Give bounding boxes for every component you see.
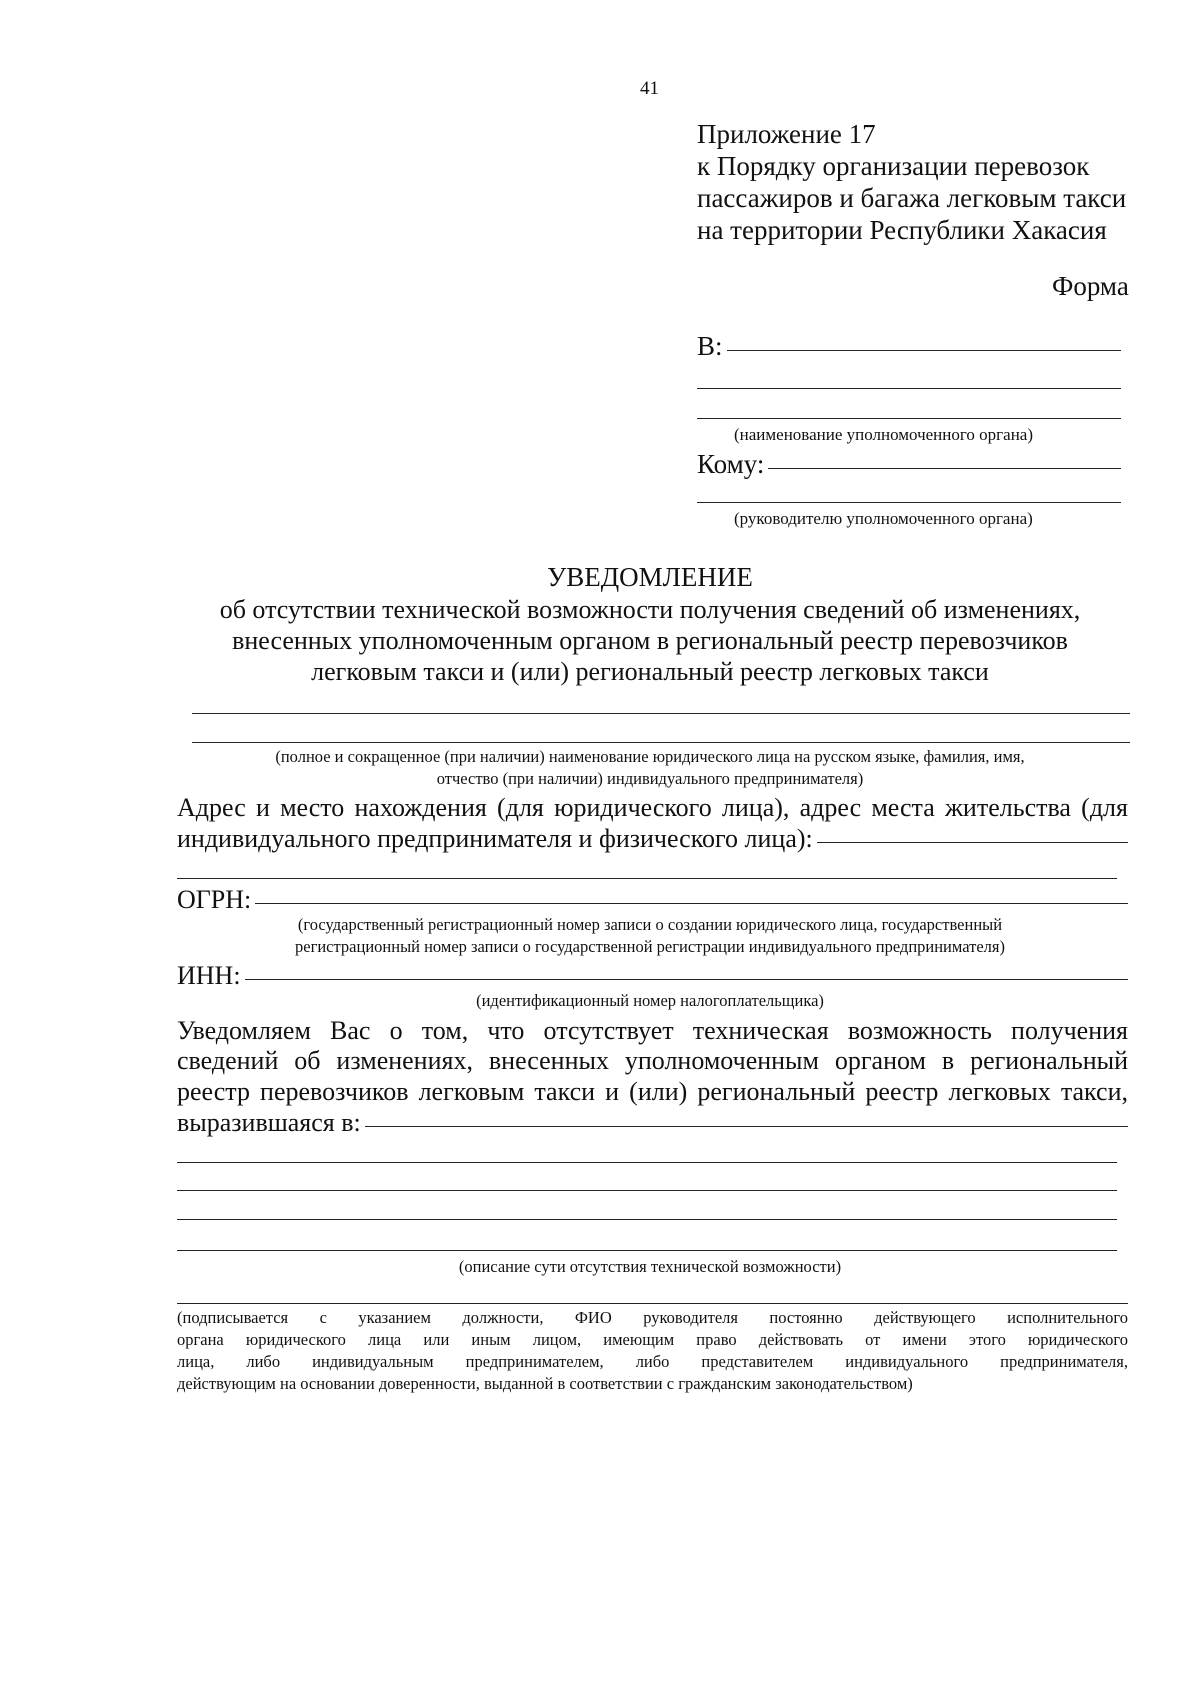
ogrn-caption-line-2: регистрационный номер записи о государственной регистрации индивидуального предпринимателя) — [295, 937, 1005, 956]
notice-field-line-3[interactable] — [177, 1190, 1117, 1191]
ogrn-field[interactable] — [177, 884, 1128, 915]
whom-label: Кому: — [697, 449, 765, 479]
whom-caption: (руководителю уполномоченного органа) — [734, 509, 1033, 528]
notice-line-2: сведений об изменениях, внесенных уполномоченным органом в региональный — [177, 1046, 1128, 1075]
document-heading: УВЕДОМЛЕНИЕ — [547, 562, 753, 592]
address-field-line-2[interactable] — [177, 878, 1117, 879]
address-field[interactable] — [177, 823, 1128, 854]
whom-field-line-2[interactable] — [697, 502, 1121, 503]
applicant-caption-line-2: отчество (при наличии) индивидуального предпринимателя) — [436, 769, 864, 788]
ogrn-label: ОГРН: — [177, 885, 252, 914]
notice-field-line-2[interactable] — [177, 1162, 1117, 1163]
notice-line-3: реестр перевозчиков легковым такси и (или) региональный реестр легковых такси, — [177, 1077, 1128, 1106]
notice-caption: (описание сути отсутствия технической возможности) — [458, 1257, 842, 1276]
signature-line[interactable] — [177, 1303, 1128, 1304]
annex-line-2: к Порядку организации перевозок — [697, 151, 1090, 181]
notice-line-4: выразившаяся в: — [177, 1108, 361, 1137]
signature-caption-line-4: действующим на основании доверенности, выданной в соответствии с гражданским законодательством) — [177, 1374, 913, 1393]
applicant-name-line-1[interactable] — [192, 713, 1130, 714]
signature-caption-line-2: органа юридического лица или иным лицом, имеющим право действовать от имени этого юридического — [177, 1330, 1128, 1349]
to-field[interactable] — [697, 330, 1121, 362]
applicant-caption-line-1: (полное и сокращенное (при наличии) наименование юридического лица на русском языке, фамилия, имя, — [275, 747, 1025, 766]
title-line-1: об отсутствии технической возможности получения сведений об изменениях, — [219, 595, 1081, 624]
signature-caption-line-1: (подписывается с указанием должности, ФИО руководителя постоянно действующего исполнительного — [177, 1308, 1128, 1327]
page-number: 41 — [640, 78, 659, 99]
address-line-1: Адрес и место нахождения (для юридического лица), адрес места жительства (для — [177, 793, 1128, 822]
applicant-name-line-2[interactable] — [192, 742, 1130, 743]
inn-label: ИНН: — [177, 961, 241, 990]
annex-line-1: Приложение 17 — [697, 119, 876, 149]
to-caption: (наименование уполномоченного органа) — [734, 425, 1034, 444]
whom-field[interactable] — [697, 448, 1121, 480]
ogrn-caption-line-1: (государственный регистрационный номер записи о создании юридического лица, государственный — [297, 915, 1003, 934]
title-line-2: внесенных уполномоченным органом в региональный реестр перевозчиков — [232, 626, 1068, 655]
whom-field-line[interactable] — [768, 468, 1121, 469]
notice-field-line-5[interactable] — [177, 1250, 1117, 1251]
annex-line-3: пассажиров и багажа легковым такси — [697, 183, 1127, 213]
title-line-3: легковым такси и (или) региональный реестр легковых такси — [311, 657, 989, 686]
ogrn-field-line[interactable] — [255, 903, 1128, 904]
notice-field[interactable] — [177, 1107, 1128, 1138]
inn-field[interactable] — [177, 960, 1128, 991]
inn-caption: (идентификационный номер налогоплательщика) — [476, 991, 824, 1010]
annex-line-4: на территории Республики Хакасия — [697, 215, 1107, 245]
to-field-line[interactable] — [727, 350, 1121, 351]
notice-line-1: Уведомляем Вас о том, что отсутствует техническая возможность получения — [177, 1016, 1128, 1045]
notice-field-line-4[interactable] — [177, 1219, 1117, 1220]
address-field-line[interactable] — [817, 842, 1128, 843]
address-line-2: индивидуального предпринимателя и физического лица): — [177, 824, 813, 853]
signature-caption-line-3: лица, либо индивидуальным предпринимателем, либо представителем индивидуального предпринимателя, — [177, 1352, 1128, 1371]
form-label: Форма — [1052, 271, 1129, 301]
to-label: В: — [697, 331, 723, 361]
inn-field-line[interactable] — [245, 979, 1128, 980]
to-field-line-2[interactable] — [697, 388, 1121, 389]
to-field-line-3[interactable] — [697, 418, 1121, 419]
notice-field-line[interactable] — [365, 1126, 1128, 1127]
